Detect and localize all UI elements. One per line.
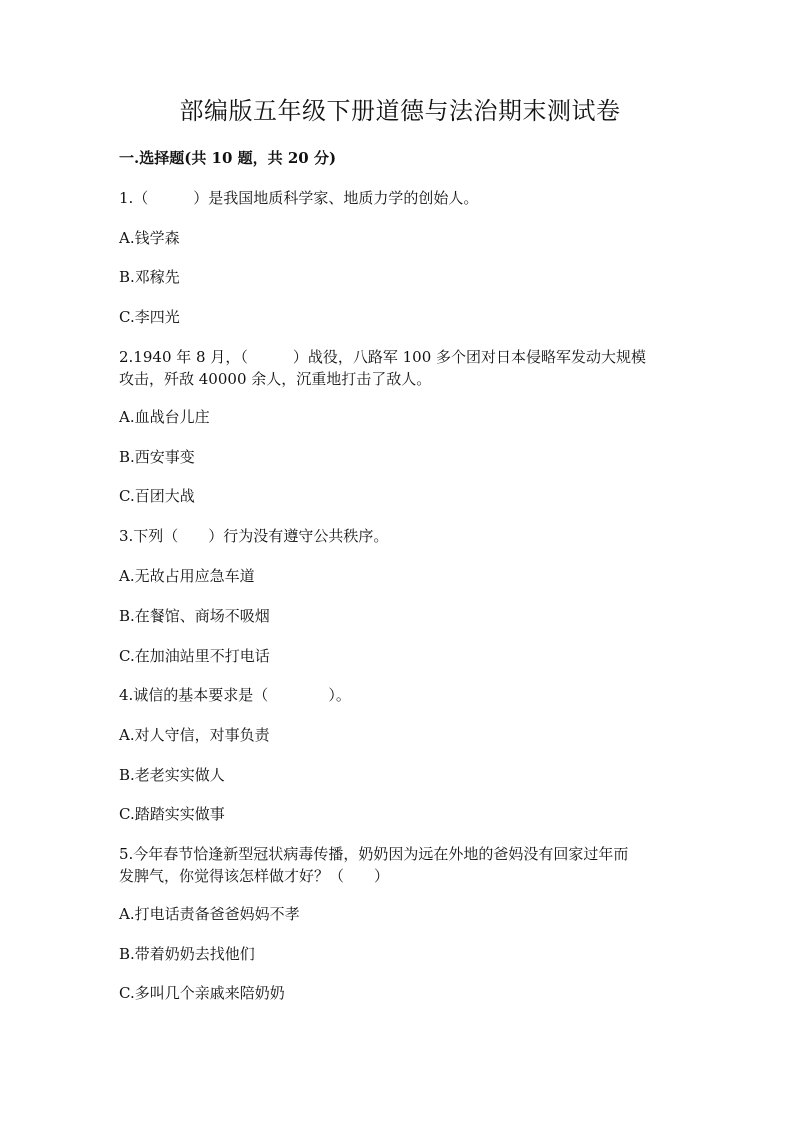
option-a: A.对人守信，对事负责 [119,726,270,744]
option-a: A.钱学森 [119,229,180,247]
option-b: B.在餐馆、商场不吸烟 [119,607,270,625]
question-stem-line-2: 发脾气，你觉得该怎样做才好？（ ） [119,867,390,885]
option-b: B.西安事变 [119,448,195,466]
question-stem-line-1: 5.今年春节恰逢新型冠状病毒传播，奶奶因为远在外地的爸妈没有回家过年而 [119,845,629,863]
question-stem: 4.诚信的基本要求是（ ）。 [119,686,351,704]
option-b: B.邓稼先 [119,268,180,286]
option-a: A.血战台儿庄 [119,408,210,426]
question-stem: 1.（ ）是我国地质科学家、地质力学的创始人。 [119,189,479,207]
page-title: 部编版五年级下册道德与法治期末测试卷 [179,97,621,125]
option-b: B.带着奶奶去找他们 [119,945,255,963]
option-a: A.打电话责备爸爸妈妈不孝 [119,905,300,923]
question-stem-line-1: 2.1940 年 8 月，（ ）战役，八路军 100 多个团对日本侵略军发动大规模 [119,348,647,366]
section-heading: 一.选择题(共 10 题，共 20 分) [119,149,337,167]
option-c: C.在加油站里不打电话 [119,647,270,665]
option-c: C.百团大战 [119,487,195,505]
option-c: C.李四光 [119,308,180,326]
option-a: A.无故占用应急车道 [119,567,255,585]
option-c: C.多叫几个亲戚来陪奶奶 [119,984,285,1002]
option-b: B.老老实实做人 [119,766,225,784]
option-c: C.踏踏实实做事 [119,805,225,823]
question-stem: 3.下列（ ）行为没有遵守公共秩序。 [119,527,389,545]
question-stem-line-2: 攻击，歼敌 40000 余人，沉重地打击了敌人。 [119,370,432,388]
